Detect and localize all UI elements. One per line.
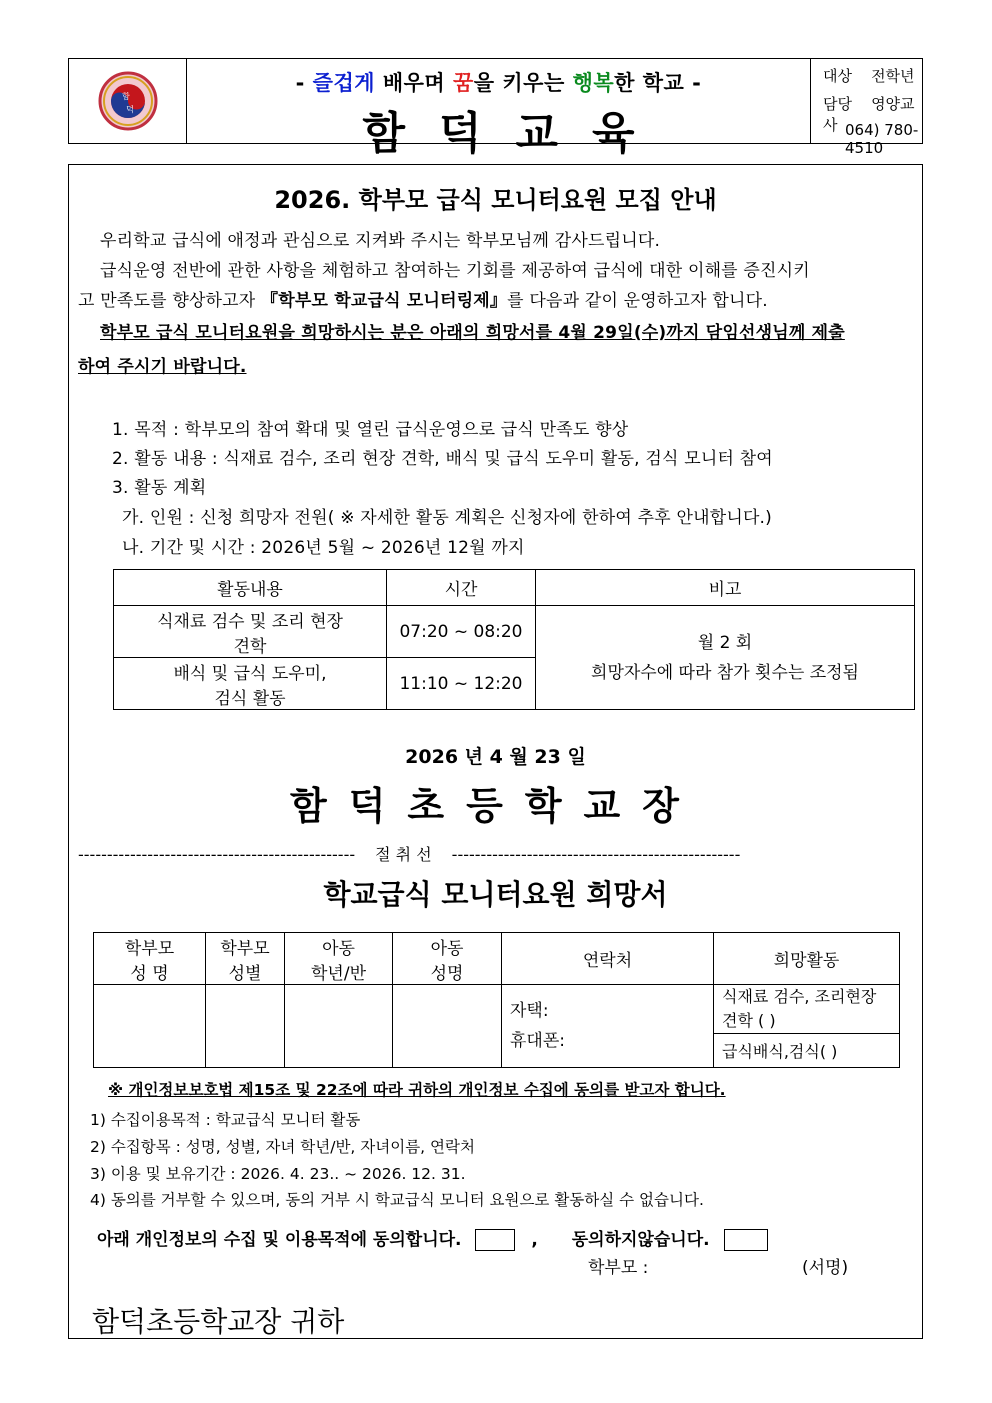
paragraph-deadline-line1: 학부모 급식 모니터요원을 희망하시는 분은 아래의 희망서를 4월 29일(수)까지 담임선생님께 제출 (100, 323, 845, 343)
school-logo-cell (69, 59, 187, 143)
schedule-header-activity: 활동내용 (114, 570, 387, 606)
item-plan-period: 나. 기간 및 시간 : 2026년 5월 ~ 2026년 12월 까지 (122, 538, 525, 558)
phone-number: 064) 780-4510 (845, 121, 919, 157)
cut-line: ------------------------------------------------ 절 취 선 -------------------------------------------------- (78, 845, 741, 864)
privacy-item-period: 3) 이용 및 보유기간 : 2026. 4. 23.. ~ 2026. 12. 31. (90, 1165, 466, 1183)
parent-name-field[interactable] (94, 985, 206, 1068)
principal-signature: 함덕초등학교장 (290, 784, 701, 828)
wish-inspection-field[interactable]: 식재료 검수, 조리현장 견학 ( ) (714, 985, 900, 1034)
form-header-wish: 희망활동 (714, 933, 900, 985)
item-plan-members: 가. 인원 : 신청 희망자 전원( ※ 자세한 활동 계획은 신청자에 한하여 추후 안내합니다.) (122, 508, 772, 528)
agree-label: 아래 개인정보의 수집 및 이용목적에 동의합니다. (97, 1230, 462, 1250)
masthead-title: 함덕교육 (362, 108, 669, 159)
schedule-time-cell: 07:20 ~ 08:20 (387, 606, 536, 658)
paragraph-purpose-line1: 급식운영 전반에 관한 사항을 체험하고 참여하는 기회를 제공하여 급식에 대한 이해를 증진시키 (100, 261, 810, 281)
parent-sign-label: 학부모 : (588, 1258, 649, 1278)
form-header-child-class: 아동 학년/반 (285, 933, 393, 985)
parent-gender-field[interactable] (206, 985, 285, 1068)
form-header-parent-name: 학부모 성 명 (94, 933, 206, 985)
svg-text:함: 함 (122, 92, 130, 101)
contact-field[interactable]: 자택: 휴대폰: (502, 985, 714, 1068)
privacy-item-purpose: 1) 수집이용목적 : 학교급식 모니터 활동 (90, 1111, 361, 1129)
item-activities: 2. 활동 내용 : 식재료 검수, 조리 현장 견학, 배식 및 급식 도우미 활동, 검식 모니터 참여 (112, 449, 773, 469)
notice-title: 2026. 학부모 급식 모니터요원 모집 안내 (274, 186, 717, 214)
form-header-contact: 연락처 (502, 933, 714, 985)
schedule-activity-cell: 배식 및 급식 도우미, 검식 활동 (114, 658, 387, 710)
schedule-time-cell: 11:10 ~ 12:20 (387, 658, 536, 710)
wish-serving-field[interactable]: 급식배식,검식( ) (714, 1034, 900, 1068)
form-header-parent-gender: 학부모 성별 (206, 933, 285, 985)
form-header-child-name: 아동 성명 (393, 933, 502, 985)
agree-row: 아래 개인정보의 수집 및 이용목적에 동의합니다. , 동의하지않습니다. (97, 1225, 768, 1251)
application-form-title: 학교급식 모니터요원 희망서 (323, 878, 668, 911)
target-row: 대상 전학년 (823, 67, 915, 85)
disagree-checkbox[interactable] (724, 1229, 768, 1251)
signature-label: (서명) (802, 1258, 849, 1278)
schedule-header-time: 시간 (387, 570, 536, 606)
agree-checkbox[interactable] (475, 1229, 515, 1251)
child-class-field[interactable] (285, 985, 393, 1068)
schedule-note-cell: 월 2 회 희망자수에 따라 참가 횟수는 조정됨 (536, 606, 915, 710)
issue-date: 2026 년 4 월 23 일 (405, 746, 586, 768)
charge-row: 담당 영양교사 (823, 95, 915, 134)
schedule-table (113, 569, 915, 710)
header-box (68, 58, 923, 159)
paragraph-deadline-line2: 하여 주시기 바랍니다. (78, 357, 247, 377)
paragraph-purpose-line2: 고 만족도를 향상하고자 『학부모 학교급식 모니터링제』를 다음과 같이 운영하고자 합니다. (78, 291, 768, 311)
privacy-item-refusal: 4) 동의를 거부할 수 있으며, 동의 거부 시 학교급식 모니터 요원으로 활동하실 수 없습니다. (90, 1191, 704, 1209)
child-name-field[interactable] (393, 985, 502, 1068)
privacy-consent-title: ※ 개인정보보호법 제15조 및 22조에 따라 귀하의 개인정보 수집에 동의를 받고자 합니다. (108, 1081, 726, 1099)
schedule-header-note: 비고 (536, 570, 915, 606)
paragraph-thanks: 우리학교 급식에 애정과 관심으로 지켜봐 주시는 학부모님께 감사드립니다. (100, 231, 661, 251)
disagree-label: 동의하지않습니다. (571, 1230, 710, 1250)
application-form-table (93, 932, 900, 1068)
header-info-cell (811, 59, 922, 157)
school-slogan: - 즐겁게 배우며 꿈을 키우는 행복한 학교 - (295, 71, 702, 95)
item-plan: 3. 활동 계획 (112, 478, 207, 498)
school-emblem-icon (69, 59, 187, 143)
item-purpose: 1. 목적 : 학부모의 참여 확대 및 열린 급식운영으로 급식 만족도 향상 (112, 420, 629, 440)
svg-text:덕: 덕 (126, 105, 134, 114)
header-title-cell (187, 59, 811, 159)
schedule-activity-cell: 식재료 검수 및 조리 현장 견학 (114, 606, 387, 658)
addressee: 함덕초등학교장 귀하 (92, 1305, 345, 1338)
privacy-item-fields: 2) 수집항목 : 성명, 성별, 자녀 학년/반, 자녀이름, 연락처 (90, 1138, 475, 1156)
